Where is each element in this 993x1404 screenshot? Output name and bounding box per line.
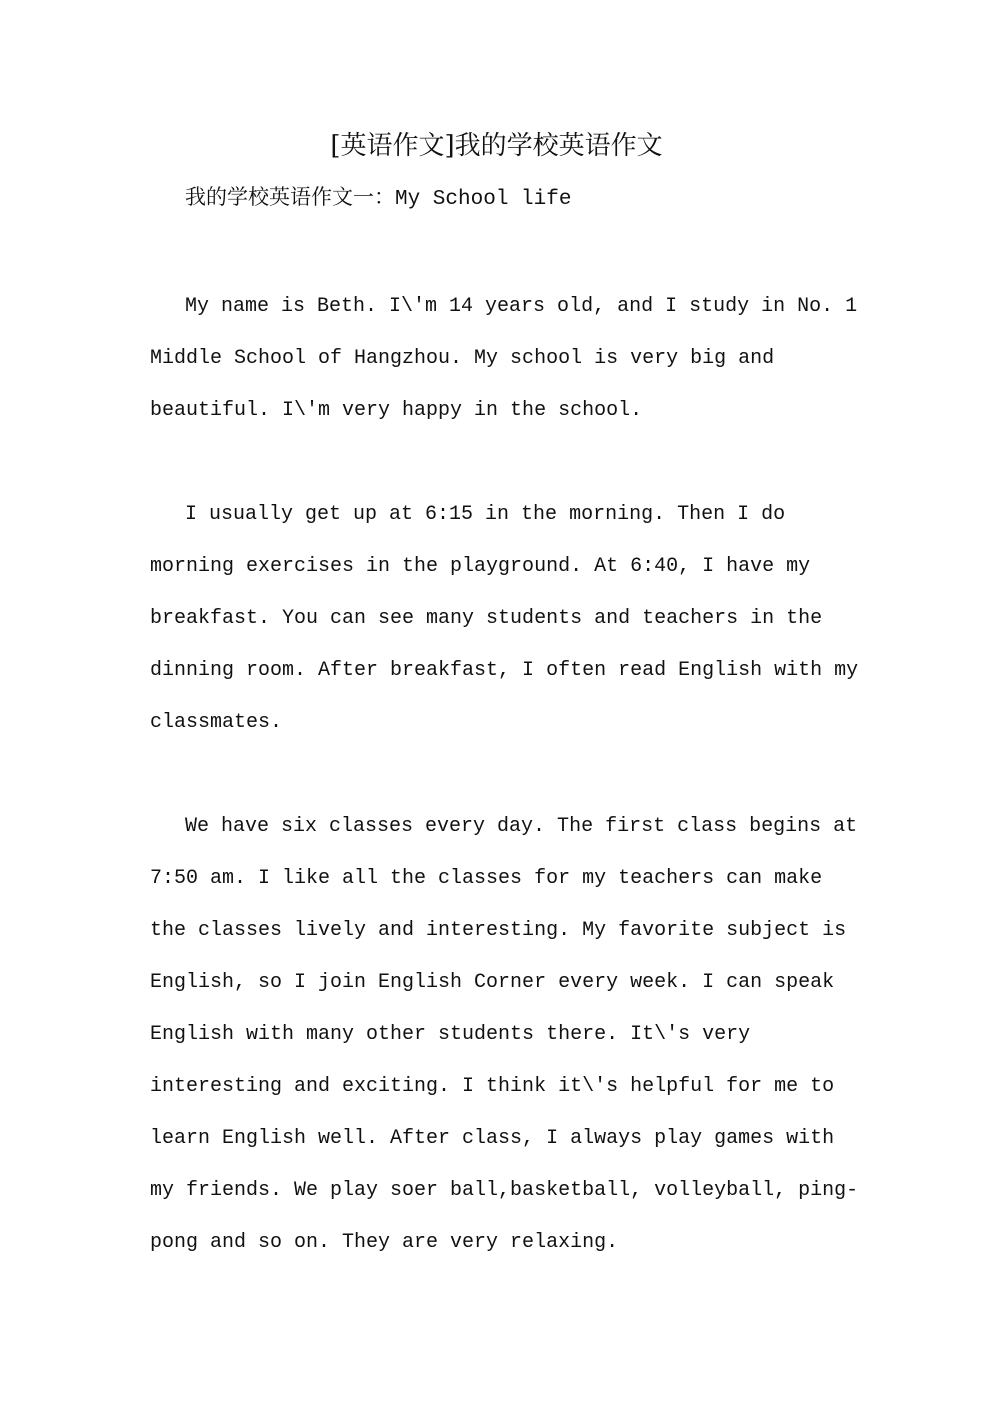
paragraph-2-line-4: dinning room. After breakfast, I often read English with my: [150, 659, 859, 682]
paragraph-3-line-3: the classes lively and interesting. My favorite subject is: [150, 919, 847, 942]
paragraph-3-line-8: my friends. We play soer ball,basketball, volleyball, ping-: [150, 1179, 859, 1202]
paragraph-2-line-5: classmates.: [150, 711, 283, 734]
paragraph-3-line-7: learn English well. After class, I always play games with: [150, 1127, 835, 1150]
document-title: [英语作文]我的学校英语作文: [330, 131, 663, 161]
paragraph-3-line-9: pong and so on. They are very relaxing.: [150, 1231, 619, 1254]
paragraph-1-line-2: Middle School of Hangzhou. My school is very big and: [150, 347, 775, 370]
paragraph-2-line-2: morning exercises in the playground. At 6:40, I have my: [150, 555, 811, 578]
paragraph-3-line-6: interesting and exciting. I think it\'s helpful for me to: [150, 1075, 835, 1098]
paragraph-1-line-3: beautiful. I\'m very happy in the school.: [150, 399, 643, 422]
paragraph-2-line-1: I usually get up at 6:15 in the morning. Then I do: [185, 503, 786, 526]
paragraph-3-line-2: 7:50 am. I like all the classes for my teachers can make: [150, 867, 823, 890]
document-subtitle: 我的学校英语作文一：My School life: [185, 188, 572, 211]
paragraph-3-line-5: English with many other students there. It\'s very: [150, 1023, 751, 1046]
paragraph-3-line-4: English, so I join English Corner every week. I can speak: [150, 971, 835, 994]
paragraph-3-line-1: We have six classes every day. The first class begins at: [185, 815, 858, 838]
paragraph-1-line-1: My name is Beth. I\'m 14 years old, and I study in No. 1: [185, 295, 858, 318]
paragraph-2-line-3: breakfast. You can see many students and teachers in the: [150, 607, 823, 630]
